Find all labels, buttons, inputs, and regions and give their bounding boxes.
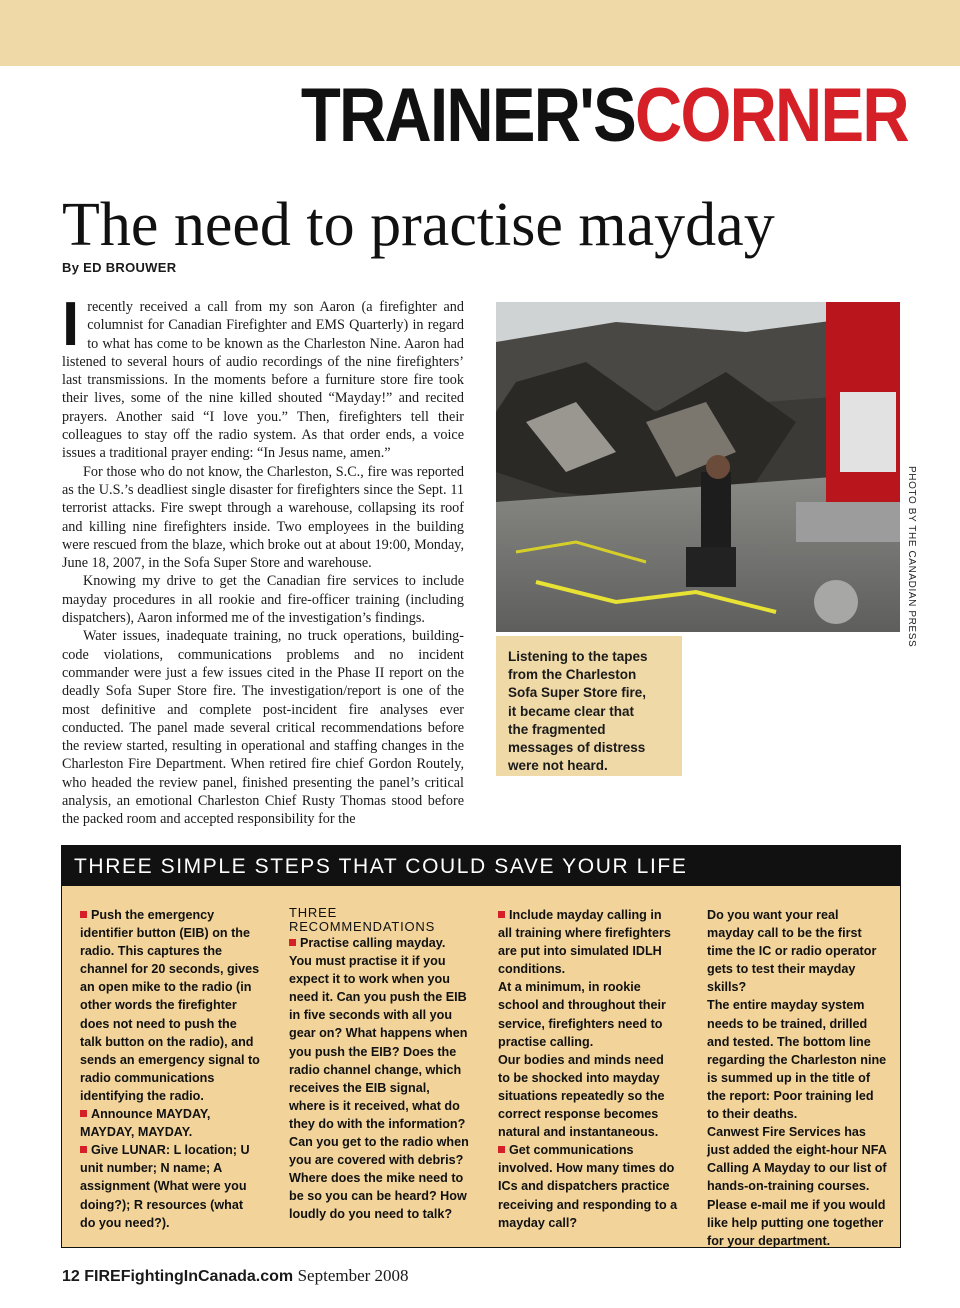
- section-header: [301, 72, 908, 160]
- list-item: [80, 906, 260, 1105]
- page-footer: [62, 1266, 409, 1286]
- sidebar-column-3: [498, 906, 678, 1232]
- byline: By ED BROUWER: [62, 260, 177, 275]
- paragraph-2: For those who do not know, the Charleston, S.C., fire was reported as the U.S.’s deadliest single disaster for firefighters since the Sept. 11 terrorist attacks. Fire swept through a warehouse, collapsing its roof and killing nine firefighters inside. Two employees in the building were rescued from the blaze, which broke out at about 19:00, Monday, June 18, 2007, in the Sofa Super Store and warehouse.: [62, 463, 464, 572]
- paragraph-1: [62, 290, 464, 463]
- sidebar-column-1: [80, 906, 260, 1232]
- top-color-band: [0, 0, 960, 66]
- list-item-text: Push the emergency identifier button (EIB) on the radio. This captures the channel for 20 seconds, gives an open mike to the radio (in other words the firefighter does not need to push the talk button on the radio), and sends an emergency signal to radio communications identifying the radio.: [80, 908, 260, 1103]
- issue-date: September 2008: [297, 1266, 409, 1285]
- drop-cap: I: [62, 290, 80, 359]
- photo-illustration: [496, 302, 900, 632]
- article-title: The need to practise mayday: [62, 191, 775, 259]
- red-square-bullet-icon: [80, 911, 87, 918]
- paragraph-1-text: recently received a call from my son Aaron (a firefighter and columnist for Canadian Firefighter and EMS Quarterly) in regard to what has come to be known as the Charleston Nine. Aaron had listened to several hours of audio recordings of the nine firefighters’ last transmissions. In the moments before a furniture store fire took their lives, some of the nine killed shouted “Mayday!” and recited prayers. Another said “I love you.” Then, firefighters tell their colleagues to stay off the radio system. As that order ends, a voice issues a traditional prayer ending: “In Jesus name, amen.”: [62, 299, 464, 462]
- list-item: [80, 1141, 260, 1231]
- list-item-text: Practise calling mayday. You must practise it if you expect it to work when you need it. Can you push the EIB in five seconds with all you gear on? What happens when you push the EIB? Does the radio channel change, which receives the EIB signal, where is it received, what do they do with the information? Can you get to the radio when you are covered with debris? Where does the mike need to be so you can be heard? How loudly do you need to talk?: [289, 936, 469, 1222]
- red-square-bullet-icon: [498, 1146, 505, 1153]
- sidebar-paragraph: The entire mayday system needs to be trained, drilled and tested. The bottom line regarding the Charleston nine is summed up in the title of the report: Poor training led to their deaths.: [707, 998, 887, 1122]
- list-item: [498, 906, 678, 978]
- list-item: [80, 1105, 260, 1141]
- list-item: [498, 1141, 678, 1231]
- sidebar-column-4: [707, 906, 887, 1250]
- section-header-part1: TRAINER'S: [300, 73, 636, 158]
- list-item-text: Get communications involved. How many times do ICs and dispatchers practice receiving and responding to a mayday call?: [498, 1143, 678, 1230]
- paragraph-4: Water issues, inadequate training, no truck operations, building-code violations, communications problems and no incident commander were just a few issues cited in the Phase II report on the deadly Sofa Super Store fire. The investigation/report is one of the most definitive and complete post-incident fire analyses ever conducted. The panel made several critical recommendations before the review started, resulting in operational and staffing changes in the Charleston Fire Department. When retired fire chief Gordon Routely, who headed the review panel, finished presenting the panel’s critical analysis, an emotional Charleston Chief Rusty Thomas stood before the packed room and accepted responsibility for the: [62, 628, 464, 828]
- photo-caption: [496, 636, 682, 776]
- red-square-bullet-icon: [80, 1146, 87, 1153]
- list-item-text: Give LUNAR: L location; U unit number; N name; A assignment (What were you doing?); R resources (what do you need?).: [80, 1143, 250, 1230]
- red-square-bullet-icon: [498, 911, 505, 918]
- fire-scene-photo: [496, 302, 900, 632]
- sidebar-paragraph: Our bodies and minds need to be shocked into mayday situations repeatedly so the correct response becomes natural and instantaneous.: [498, 1052, 665, 1140]
- website-link[interactable]: FIREFightingInCanada.com: [84, 1268, 294, 1285]
- list-item-text: Announce MAYDAY, MAYDAY, MAYDAY.: [80, 1107, 211, 1140]
- paragraph-3: Knowing my drive to get the Canadian fire services to include mayday procedures in all rookie and fire-officer training (including dispatchers), Aaron informed me of the investigation’s findings.: [62, 573, 464, 627]
- sidebar-paragraph: Canwest Fire Services has just added the eight-hour NFA Calling A Mayday to our list of hands-on-training courses. Please e-mail me if you would like help putting one together for your department.: [707, 1125, 887, 1248]
- sidebar-heading: THREE SIMPLE STEPS THAT COULD SAVE YOUR LIFE: [62, 846, 900, 886]
- section-header-part2: CORNER: [635, 73, 908, 158]
- sidebar-paragraph: At a minimum, in rookie school and throughout their service, firefighters need to practise calling.: [498, 980, 666, 1049]
- photo-caption-text: Listening to the tapes from the Charleston Sofa Super Store fire, it became clear that the fragmented messages of distress were not heard.: [508, 649, 648, 774]
- red-square-bullet-icon: [80, 1110, 87, 1117]
- article-body: [62, 290, 464, 829]
- sidebar-box: [61, 845, 901, 1248]
- red-square-bullet-icon: [289, 939, 296, 946]
- column-heading: THREE RECOMMENDATIONS: [289, 905, 436, 934]
- list-item-text: Include mayday calling in all training where firefighters are put into simulated IDLH conditions.: [498, 908, 671, 977]
- sidebar-paragraph: Do you want your real mayday call to be the first time the IC or radio operator gets to test their mayday skills?: [707, 908, 877, 995]
- sidebar-column-2: [289, 906, 469, 1224]
- page-number: 12: [62, 1268, 80, 1285]
- list-item: [289, 934, 469, 1224]
- photo-credit: PHOTO BY THE CANADIAN PRESS: [906, 466, 917, 648]
